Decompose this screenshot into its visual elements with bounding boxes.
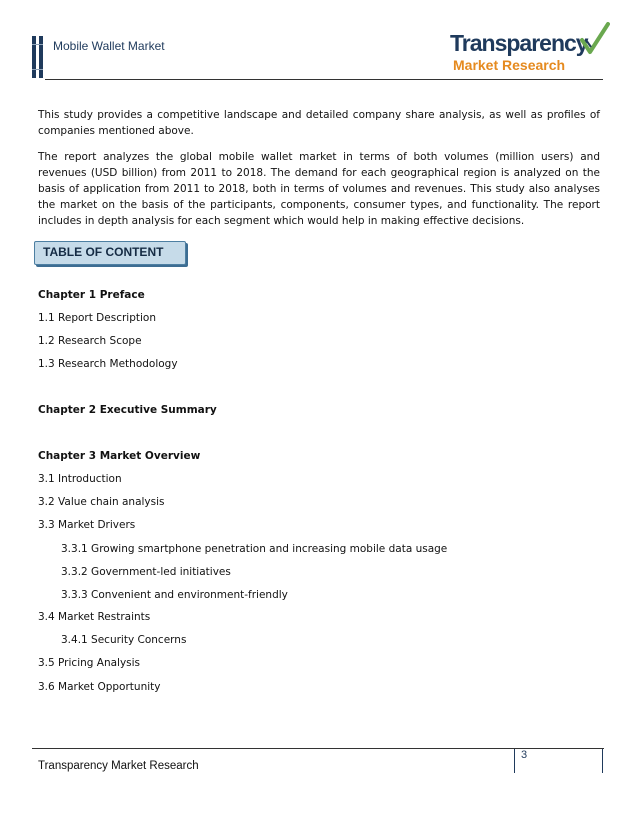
toc-item: Chapter 2 Executive Summary [38, 404, 217, 416]
intro-paragraph: This study provides a competitive landscape and detailed company share analysis, as well as profiles of companies mentioned above. [38, 109, 600, 137]
toc-heading: TABLE OF CONTENT [43, 245, 164, 259]
toc-item: 1.2 Research Scope [38, 335, 142, 347]
logo-line2: Market Research [453, 57, 566, 73]
toc-item: 3.2 Value chain analysis [38, 496, 165, 508]
toc-item: 3.5 Pricing Analysis [38, 657, 141, 669]
header-title: Mobile Wallet Market [53, 39, 165, 53]
toc-heading-box [34, 241, 186, 265]
logo-line1: Transparency [450, 30, 588, 56]
header-divider [45, 79, 603, 80]
toc-item: 3.3.2 Government-led initiatives [61, 566, 231, 578]
toc-item: 3.3.3 Convenient and environment-friendly [61, 589, 288, 601]
page-number-box [514, 749, 603, 773]
company-logo [450, 22, 610, 78]
checkmark-icon [580, 22, 610, 56]
toc-item: 3.4.1 Security Concerns [61, 634, 187, 646]
toc-item: Chapter 3 Market Overview [38, 450, 201, 462]
toc-item: 3.3.1 Growing smartphone penetration and increasing mobile data usage [61, 543, 448, 555]
toc-item: 3.4 Market Restraints [38, 611, 151, 623]
toc-item: 3.1 Introduction [38, 473, 122, 485]
toc-item: 3.6 Market Opportunity [38, 681, 161, 693]
page-number: 3 [521, 749, 528, 761]
header-accent-mark [32, 44, 43, 70]
toc-item: 3.3 Market Drivers [38, 519, 136, 531]
analysis-paragraph: The report analyzes the global mobile wallet market in terms of both volumes (million users) and revenues (USD billion) from 2011 to 2018. The demand for each geographical region is analyzed on the basis of application from 2011 to 2018, both in terms of volumes and revenues. This study also analyses the market on the basis of the participants, components, consumer types, and functionality. The report includes in depth analysis for each segment which would help in making effective decisions. [38, 151, 600, 227]
toc-item: Chapter 1 Preface [38, 289, 145, 301]
toc-item: 1.1 Report Description [38, 312, 156, 324]
toc-item: 1.3 Research Methodology [38, 358, 178, 370]
footer-company: Transparency Market Research [38, 760, 199, 772]
